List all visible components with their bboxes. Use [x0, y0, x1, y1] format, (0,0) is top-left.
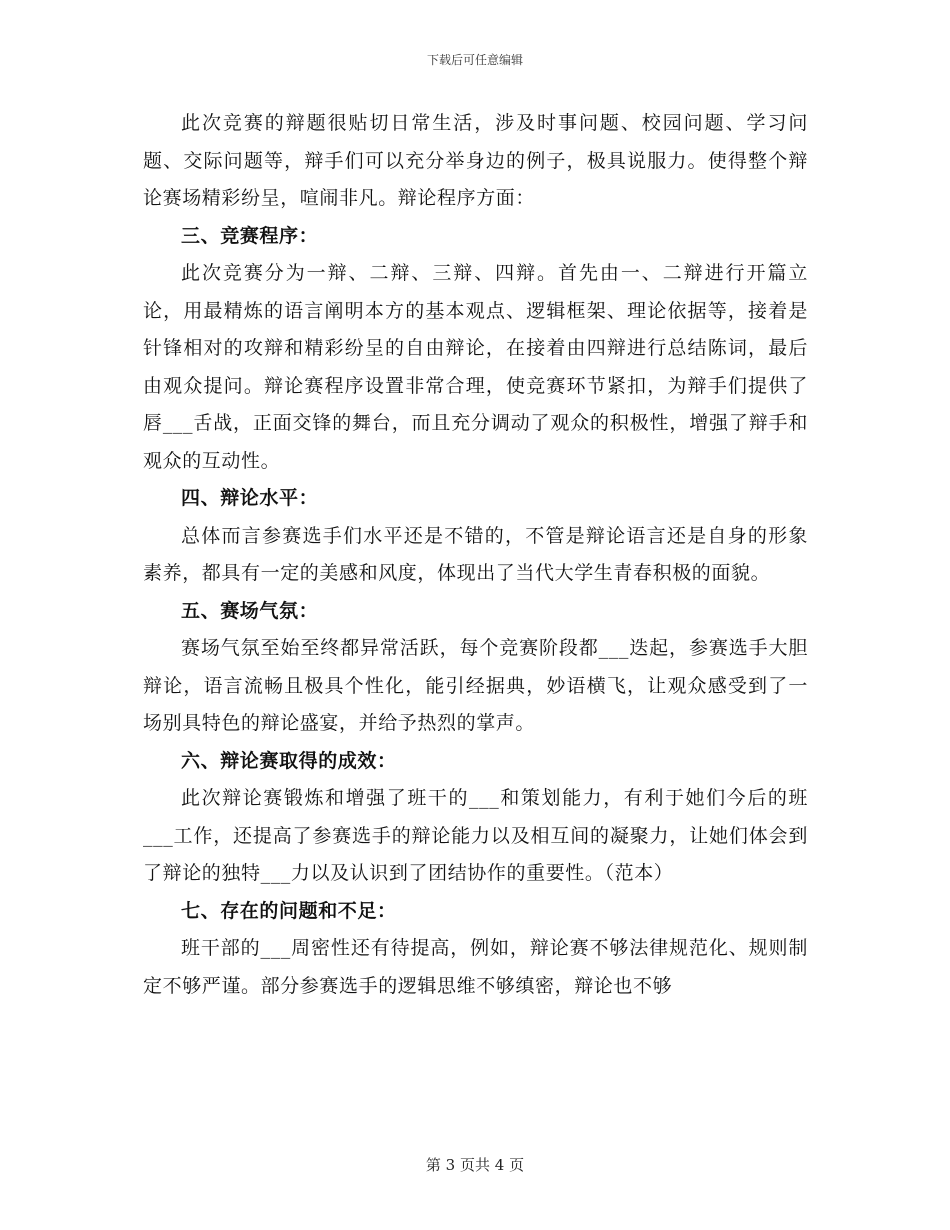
section-heading-debate-level: 四、辩论水平：	[181, 487, 319, 509]
section-heading-competition-procedure: 三、竞赛程序：	[181, 224, 319, 247]
section-heading-results: 六、辩论赛取得的成效：	[181, 749, 397, 772]
page-footer: 第 3 页共 4 页	[425, 1156, 525, 1174]
page-header: 下载后可任意编辑	[426, 53, 523, 67]
section-heading-problems: 七、存在的问题和不足：	[181, 899, 397, 922]
document-body	[143, 105, 808, 1005]
paragraph-atmosphere: 赛场气氛至始至终都异常活跃，每个竞赛阶段都___迭起，参赛选手大胆辩论，语言流畅且极具个性化，能引经据典，妙语横飞，让观众感受到了一场别具特色的辩论盛宴，并给予热烈的掌声。	[143, 637, 808, 734]
paragraph-intro: 此次竞赛的辩题很贴切日常生活，涉及时事问题、校园问题、学习问题、交际问题等，辩手们可以充分举身边的例子，极具说服力。使得整个辩论赛场精彩纷呈，喧闹非凡。辩论程序方面：	[143, 112, 808, 209]
paragraph-results: 此次辩论赛锻炼和增强了班干的___和策划能力，有利于她们今后的班___工作，还提高了参赛选手的辩论能力以及相互间的凝聚力，让她们体会到了辩论的独特___力以及认识到了团结协作的重要性。（范本）	[143, 787, 808, 884]
paragraph-competition-procedure: 此次竞赛分为一辩、二辩、三辩、四辩。首先由一、二辩进行开篇立论，用最精炼的语言阐明本方的基本观点、逻辑框架、理论依据等，接着是针锋相对的攻辩和精彩纷呈的自由辩论，在接着由四辩进行总结陈词，最后由观众提问。辩论赛程序设置非常合理，使竞赛环节紧扣，为辩手们提供了唇___舌战，正面交锋的舞台，而且充分调动了观众的积极性，增强了辩手和观众的互动性。	[143, 262, 808, 472]
section-heading-atmosphere: 五、赛场气氛：	[181, 599, 319, 622]
paragraph-problems: 班干部的___周密性还有待提高，例如，辩论赛不够法律规范化、规则制定不够严谨。部分参赛选手的逻辑思维不够缜密，辩论也不够	[143, 937, 808, 997]
paragraph-debate-level: 总体而言参赛选手们水平还是不错的，不管是辩论语言还是自身的形象素养，都具有一定的美感和风度，体现出了当代大学生青春积极的面貌。	[143, 524, 808, 584]
